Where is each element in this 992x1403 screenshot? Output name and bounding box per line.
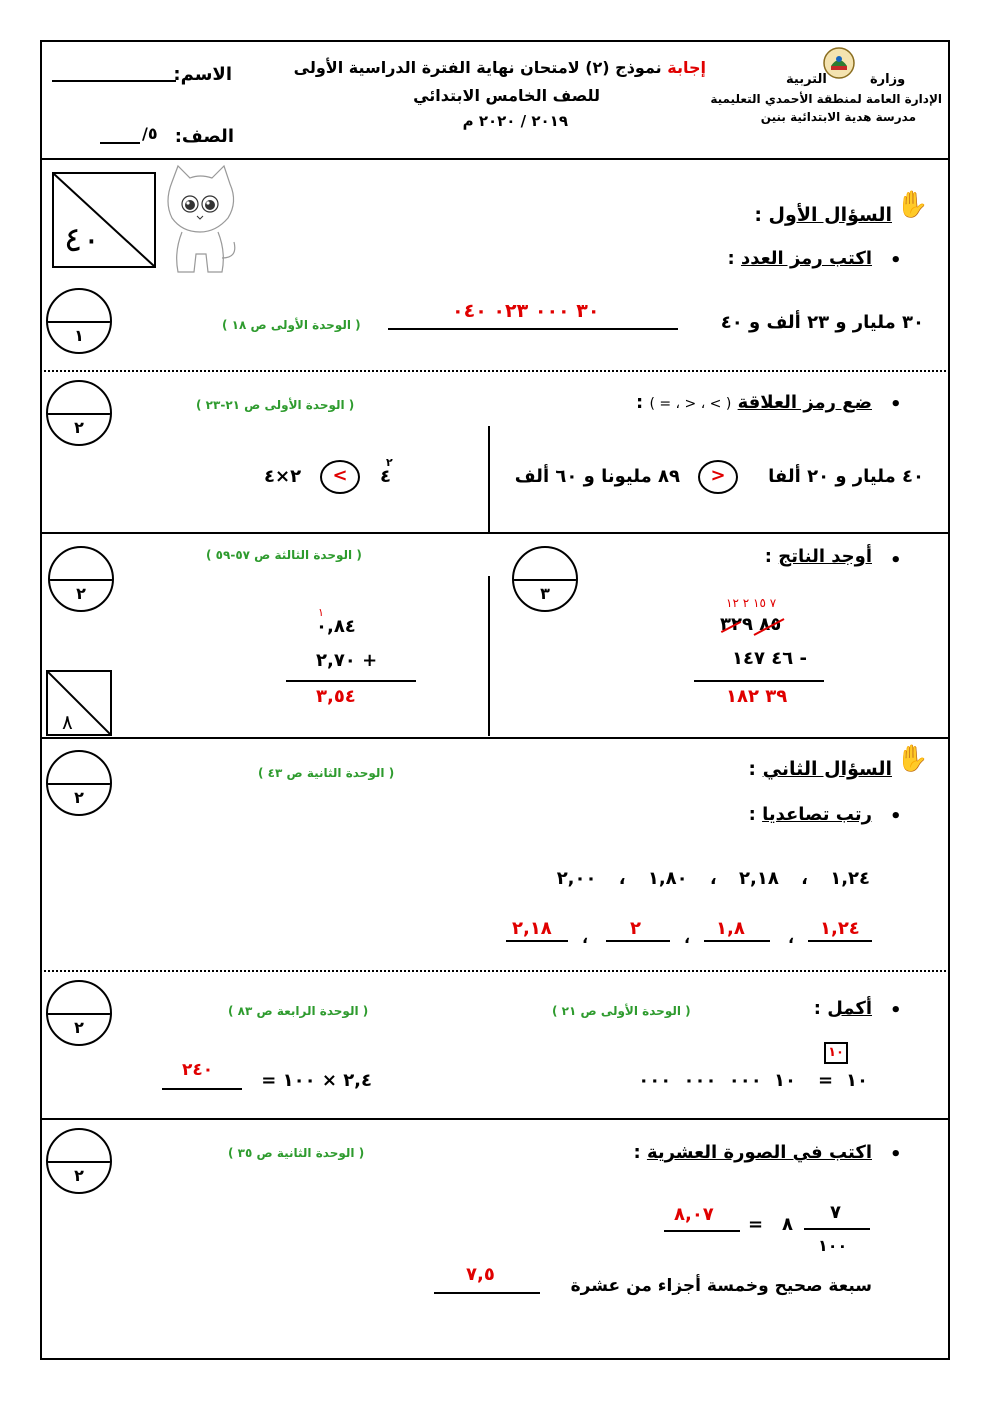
bullet: • bbox=[890, 1000, 902, 1021]
q2-part2-ref-a: ( الوحدة الأولى ص ٢١ ) bbox=[552, 1004, 691, 1018]
q2-part3-frac-blank bbox=[664, 1230, 740, 1232]
q2-part1-score: ٢ bbox=[74, 788, 84, 807]
q1-part3-ref: ( الوحدة الثالثة ص ٥٧-٥٩ ) bbox=[206, 548, 362, 562]
q1-part2-left-b: ٨٩ مليونا و ٦٠ ألف bbox=[514, 466, 680, 487]
q2-part3-fraction-bar bbox=[804, 1228, 870, 1230]
q1-part3-label: أوجد الناتج : bbox=[764, 546, 872, 567]
q2-part2-equals: = bbox=[818, 1070, 834, 1091]
name-label: الاسم: bbox=[173, 64, 232, 85]
bullet: • bbox=[890, 394, 902, 415]
q2-part3-equals: = bbox=[748, 1214, 764, 1235]
q1-part3-sub-answer: ٣٩ ١٨٢ bbox=[726, 686, 788, 707]
name-blank bbox=[52, 80, 176, 82]
exam-title-text: نموذج (٢) لامتحان نهاية الفترة الدراسية الأولى bbox=[293, 58, 662, 77]
q1-part3-sub-score-circle bbox=[512, 546, 578, 612]
section-divider bbox=[40, 370, 950, 372]
q1-part3-sub-score: ٣ bbox=[540, 584, 550, 603]
q1-section-score-box bbox=[46, 670, 112, 736]
q2-title: السؤال الثاني : bbox=[748, 758, 892, 780]
q1-part3-sub-top: ٨٥ ٣٢٩ bbox=[720, 614, 782, 635]
q1-part1-label: اكتب رمز العدد : bbox=[727, 248, 872, 269]
ministry-line2: التربية bbox=[786, 72, 827, 87]
q1-part2-label: ضع رمز العلاقة ( > ، < ، = ) : bbox=[636, 392, 872, 413]
q2-part1-sep-3: ، bbox=[582, 928, 589, 947]
q1-part2-score: ٢ bbox=[74, 418, 84, 437]
class-value: ٥/ bbox=[142, 124, 158, 143]
q1-part2-ref: ( الوحدة الأولى ص ٢١-٢٣ ) bbox=[196, 398, 355, 412]
q2-part3-words: سبعة صحيح وخمسة أجزاء من عشرة bbox=[570, 1276, 872, 1296]
class-blank bbox=[100, 142, 140, 144]
bullet: • bbox=[890, 806, 902, 827]
school-year: ٢٠١٩ / ٢٠٢٠ م bbox=[462, 112, 568, 130]
section-divider bbox=[40, 970, 950, 972]
q1-title: السؤال الأول : bbox=[754, 204, 892, 226]
q2-part1-answer-4: ٢,١٨ bbox=[512, 918, 552, 939]
q2-part3-score-circle bbox=[46, 1128, 112, 1194]
q2-part1-given: ١,٢٤ ، ٢,١٨ ، ١,٨٠ ، ٢,٠٠ bbox=[556, 868, 870, 889]
q1-part3-vertical-divider bbox=[488, 576, 490, 736]
q1-part2-label-text: ضع رمز العلاقة bbox=[737, 392, 872, 413]
q1-part2-right-exponent: ٢ bbox=[386, 456, 393, 469]
q2-part1-ref: ( الوحدة الثانية ص ٤٣ ) bbox=[258, 766, 395, 780]
q1-part3-add-score: ٢ bbox=[76, 584, 86, 603]
section-divider bbox=[40, 1118, 950, 1120]
q2-part1-answer-1: ١,٢٤ bbox=[820, 918, 860, 939]
school-name: مدرسة هدية الابتدائية بنين bbox=[760, 110, 916, 124]
answer-key-label: إجابة bbox=[667, 58, 706, 77]
section-divider bbox=[40, 737, 950, 739]
q2-part1-answer-3: ٢ bbox=[630, 918, 641, 939]
q2-part2-label: أكمل : bbox=[813, 998, 872, 1019]
exam-title bbox=[294, 58, 706, 77]
bullet: • bbox=[890, 250, 902, 271]
q1-part3-add-answer: ٣,٥٤ bbox=[316, 686, 356, 707]
q2-part2-mul-expr: ٢,٤ × ١٠٠ = bbox=[261, 1070, 372, 1091]
q1-part1-label-text: اكتب رمز العدد bbox=[740, 248, 872, 269]
q2-part3-frac-answer: ٨,٠٧ bbox=[674, 1204, 714, 1225]
q1-part2-right-b: ٢×٤ bbox=[264, 466, 302, 487]
ministry-line1: وزارة bbox=[870, 72, 906, 87]
q2-part3-numerator: ٧ bbox=[830, 1202, 841, 1223]
hand-icon-q1: ✋ bbox=[896, 190, 929, 220]
q2-part2-eq-left: ١٠ bbox=[846, 1070, 868, 1091]
q2-part3-words-blank bbox=[434, 1292, 540, 1294]
q2-part1-label-text: رتب تصاعديا bbox=[762, 804, 872, 825]
q2-part1-blank-4 bbox=[506, 940, 568, 942]
q2-part3-words-answer: ٧,٥ bbox=[466, 1264, 495, 1285]
class-label: الصف: bbox=[174, 126, 234, 147]
q1-part3-add-line bbox=[286, 680, 416, 682]
q2-part1-answer-2: ١,٨ bbox=[716, 918, 745, 939]
q1-part1-answer: ٣٠ ٠٠٠ ٠٢٣ ٠٤٠ bbox=[452, 300, 600, 322]
header-divider bbox=[40, 158, 950, 160]
q1-part2-symbols: ( > ، < ، = ) bbox=[649, 396, 732, 412]
q2-part1-sep-2: ، bbox=[684, 928, 691, 947]
q2-part2-mul-blank bbox=[162, 1088, 242, 1090]
q2-part2-score-circle bbox=[46, 980, 112, 1046]
total-score: ٤٠ bbox=[64, 220, 101, 260]
q1-part2-vertical-divider bbox=[488, 426, 490, 532]
q2-part3-label-text: اكتب في الصورة العشرية bbox=[646, 1142, 872, 1163]
q2-part1-score-circle bbox=[46, 750, 112, 816]
q2-part1-blank-1 bbox=[808, 940, 872, 942]
q1-part3-sub-line bbox=[694, 680, 824, 682]
q2-part1-blank-3 bbox=[606, 940, 670, 942]
ministry-emblem bbox=[822, 46, 856, 80]
q2-part2-eq-right: ١٠ ٠٠٠ ٠٠٠ ٠٠٠ bbox=[638, 1070, 796, 1091]
q2-part3-whole: ٨ bbox=[782, 1214, 793, 1235]
section-divider bbox=[40, 532, 950, 534]
q2-part2-exp-answer: ١٠ bbox=[824, 1042, 848, 1064]
q2-part1-label: رتب تصاعديا : bbox=[748, 804, 872, 825]
q1-part3-label-text: أوجد الناتج bbox=[778, 546, 872, 567]
q1-part2-score-circle bbox=[46, 380, 112, 446]
q2-part3-score: ٢ bbox=[74, 1166, 84, 1185]
q2-part2-ref-b: ( الوحدة الرابعة ص ٨٣ ) bbox=[228, 1004, 369, 1018]
q1-part2-left-symbol: > bbox=[698, 460, 738, 494]
q1-part1-score: ١ bbox=[74, 326, 84, 345]
q1-title-text: السؤال الأول bbox=[768, 204, 892, 226]
district-name: الإدارة العامة لمنطقة الأحمدي التعليمية bbox=[710, 92, 942, 106]
exam-subtitle: للصف الخامس الابتدائي bbox=[413, 86, 600, 105]
q1-part3-add-bottom: ٢,٧٠ + bbox=[316, 650, 378, 671]
q2-part2-label-text: أكمل bbox=[827, 998, 872, 1019]
q1-part2-left-a: ٤٠ مليار و ٢٠ ألفا bbox=[768, 466, 924, 487]
q1-part3-add-top: ٠,٨٤ bbox=[316, 616, 356, 637]
bullet: • bbox=[890, 1144, 902, 1165]
q1-part3-sub-bottom: ٤٦ ١٤٧ - bbox=[732, 648, 807, 669]
q1-part3-add-carry: ١ bbox=[318, 606, 324, 619]
q1-part1-score-circle bbox=[46, 288, 112, 354]
q2-part3-denominator: ١٠٠ bbox=[818, 1236, 848, 1255]
q1-part1-prompt: ٣٠ مليار و ٢٣ ألف و ٤٠ bbox=[720, 312, 924, 333]
total-score-box bbox=[52, 172, 156, 268]
q2-part1-blank-2 bbox=[704, 940, 770, 942]
q1-part3-add-score-circle bbox=[48, 546, 114, 612]
q1-part1-ref: ( الوحدة الأولى ص ١٨ ) bbox=[222, 318, 361, 332]
q1-part2-right-a: ٤ bbox=[380, 466, 391, 487]
q2-part1-sep-1: ، bbox=[788, 928, 795, 947]
hand-icon-q2: ✋ bbox=[896, 744, 929, 774]
q2-part2-score: ٢ bbox=[74, 1018, 84, 1037]
q1-part2-right-symbol: < bbox=[320, 460, 360, 494]
q2-part3-label: اكتب في الصورة العشرية : bbox=[633, 1142, 872, 1163]
q2-title-text: السؤال الثاني bbox=[762, 758, 892, 780]
q1-part1-answer-line bbox=[388, 328, 678, 330]
q2-part2-mul-answer: ٢٤٠ bbox=[182, 1060, 214, 1080]
q2-part3-ref: ( الوحدة الثانية ص ٣٥ ) bbox=[228, 1146, 365, 1160]
bullet: • bbox=[890, 550, 902, 571]
cat-illustration bbox=[160, 162, 240, 280]
q1-section-score: ٨ bbox=[62, 710, 73, 734]
q1-part3-sub-borrow: ٧ ١٥ ٢ ١٢ bbox=[726, 596, 777, 610]
